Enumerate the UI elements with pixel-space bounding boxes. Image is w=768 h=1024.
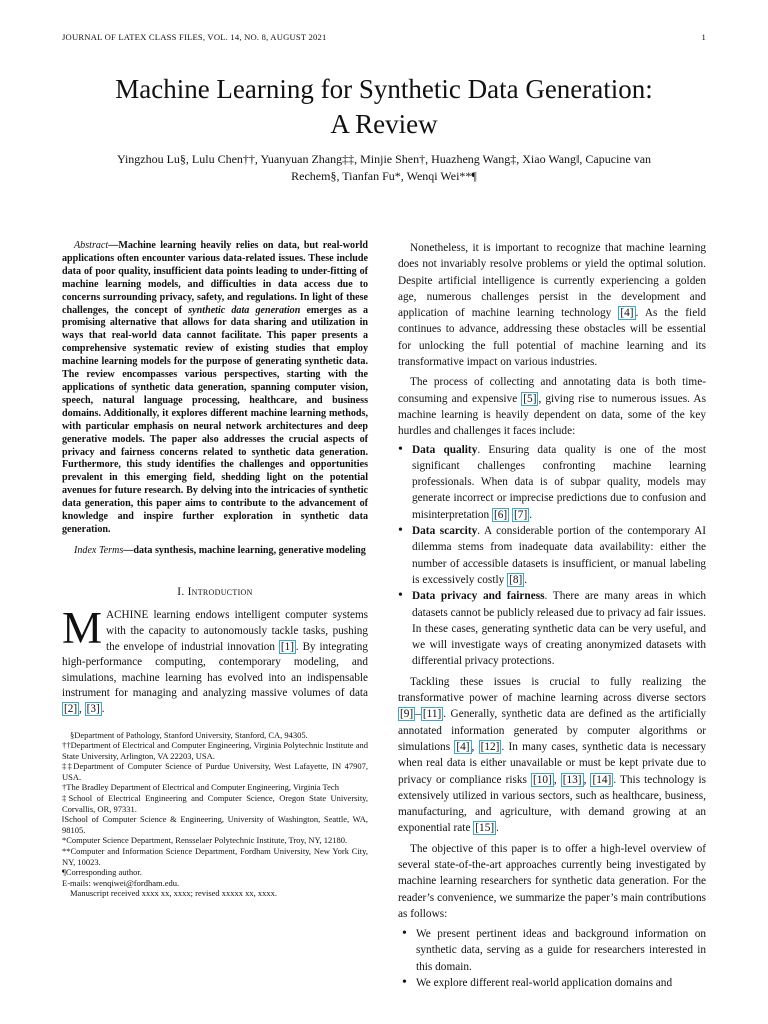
citation-link[interactable]: [3] (86, 702, 100, 715)
paragraph-text: , giving rise to numerous issues. As machine learning is heavily dependent on data, some of the key hurdles and challenges it faces include: (398, 392, 706, 438)
author-list (60, 151, 708, 185)
citation-link[interactable]: [1] (280, 640, 294, 653)
citation-link[interactable]: [12] (480, 740, 500, 753)
citation-link[interactable]: [6] (494, 508, 508, 521)
footnote: †The Bradley Department of Electrical and Computer Engineering, Virginia Tech (62, 782, 339, 793)
paper-title (40, 72, 728, 142)
abstract-dash: — (108, 240, 119, 251)
authors-line-1: Yingzhou Lu§, Lulu Chen††, Yuanyuan Zhang‡‡, Minjie Shen†, Huazheng Wang‡, Xiao Wang‖, Capucine van (116, 152, 652, 166)
page-number: 1 (701, 32, 706, 42)
range-dash: – (415, 708, 421, 721)
footnote: ¶Corresponding author. (62, 867, 142, 878)
authors-line-2: Rechem§, Tianfan Fu*, Wenqi Wei**¶ (291, 169, 477, 183)
citation-link[interactable]: [14] (592, 773, 612, 786)
abstract-term: synthetic data generation (188, 304, 301, 316)
paragraph: The objective of this paper is to offer a high-level overview of several state-of-the-art approaches currently being investigated by machine learning researchers for synthetic data generation. For the reader’s convenience, we summarize the paper’s main contributions as follows: (398, 842, 706, 920)
list-item: • We explore different real-world application domains and (398, 975, 706, 991)
paragraph-text: . Generally, synthetic data are defined as the artificially annotated information generated by computer algorithms or simulations (398, 708, 706, 753)
citation-link[interactable]: [15] (475, 822, 495, 835)
footnotes (62, 730, 368, 900)
paragraph-text: The process of collecting and annotating data is both time-consuming and expensive (398, 376, 706, 405)
period: . (101, 702, 105, 715)
intro-text-2: . By integrating high-performance computing, contemporary modeling, and simulations, machine learning has evolved into an indispensable instrument for managing and analyzing massive volumes of data (62, 640, 368, 700)
title-line-1: Machine Learning for Synthetic Data Generation: (115, 74, 653, 104)
list-item-text: . There are many areas in which datasets cannot be publicly released due to privacy ad fair issues. In these cases, generating synthetic data can be very useful, and we will investigate ways of creating anonymized datasets with differential privacy protections. (412, 590, 707, 668)
citation-link[interactable]: [11] (422, 708, 442, 721)
citation-separator: , (79, 702, 85, 715)
abstract-label: Abstract (74, 240, 109, 251)
footnote: ‡‡Department of Computer Science of Purdue University, West Lafayette, IN 47907, USA. (62, 761, 368, 782)
journal-header: JOURNAL OF LATEX CLASS FILES, VOL. 14, NO. 8, AUGUST 2021 (62, 32, 327, 42)
footnote: **Computer and Information Science Department, Fordham University, New York City, NY, 10023. (62, 846, 368, 867)
citation-link[interactable]: [13] (562, 773, 582, 786)
intro-caps: ACHINE (106, 609, 149, 622)
citation-link[interactable]: [8] (509, 573, 523, 586)
footnote-email: E-mails: wenqiwei@fordham.edu. (62, 877, 180, 888)
list-item-title: Data privacy and fairness (412, 590, 545, 603)
section-number: I. (177, 585, 185, 598)
footnote: ††Department of Electrical and Computer Engineering, Virginia Polytechnic Institute and State University, Arlington, VA 22203, USA. (62, 740, 368, 761)
citation-link[interactable]: [5] (523, 392, 537, 405)
paragraph-text: Tackling these issues is crucial to fully realizing the transformative power of machine learning across diverse sectors (398, 675, 706, 705)
intro-paragraph (62, 603, 369, 717)
left-column (62, 240, 368, 899)
citation-link[interactable]: [7] (514, 508, 528, 521)
list-item (398, 588, 706, 669)
right-column (398, 240, 706, 991)
abstract-part-1: Machine learning heavily relies on data, but real-world applications often encounter various data-related issues. These include data of poor quality, insufficient data points leading to under-fitting of machine learning models, and difficulties in data access due to concerns surrounding privacy, safety, and regulations. In light of these challenges, the concept of (62, 240, 368, 316)
citation-link[interactable]: [2] (64, 702, 78, 715)
paragraph-text: . In many cases, synthetic data is necessary when real data is either unavailable or must be kept private due to privacy or compliance risks (398, 740, 707, 786)
index-terms (62, 545, 368, 558)
footnote: ‡School of Electrical Engineering and Computer Science, Oregon State University, Corvallis, OR, 97331. (62, 793, 368, 814)
contribution-list (398, 926, 706, 991)
paragraph (398, 374, 706, 439)
intro-text-1: learning endows intelligent computer systems with the capacity to autonomously tackle tasks, pushing the envelope of industrial innovation (106, 609, 369, 653)
index-terms-text: —data synthesis, machine learning, generative modeling (123, 544, 366, 556)
list-item: • Data quality. Ensuring data quality is one of the most significant challenges confronting machine learning professionals. When data is of subpar quality, models may generate incorrect or imprecise predictions due to confusion and misinterpretation [6] [7] . (398, 442, 706, 523)
footnote: *Computer Science Department, Rensselaer Polytechnic Institute, Troy, NY, 12180. (62, 835, 348, 846)
challenge-list (398, 442, 706, 670)
drop-cap: M (62, 603, 103, 654)
abstract (62, 240, 368, 537)
citation-link[interactable]: [9] (400, 708, 414, 721)
footnote: ‖School of Computer Science & Engineering, University of Washington, Seattle, WA, 98105. (62, 814, 368, 835)
list-item: • We present pertinent ideas and background information on synthetic data, serving as a guide for researchers interested in this domain. (398, 926, 706, 975)
manuscript-note: Manuscript received xxxx xx, xxxx; revised xxxxx xx, xxxx. (70, 888, 278, 899)
list-item: • Data scarcity. A considerable portion of the contemporary AI dilemma stems from inadequate data availability: either the number of accessible datasets is insufficient, or manual labeling is excessively costly [8] . (398, 523, 706, 588)
title-line-2: A Review (330, 109, 438, 139)
citation-link[interactable]: [4] (456, 740, 470, 753)
list-item-text: . Ensuring data quality is one of the most significant challenges confronting machine learning professionals. When data is of subpar quality, models may generate incorrect or imprecise predictions due to confusion and misinterpretation (412, 443, 706, 521)
list-item-title: Data scarcity (412, 525, 478, 538)
index-terms-label: Index Terms (74, 544, 124, 556)
citation-link[interactable]: [4] (620, 307, 634, 320)
section-heading (62, 585, 368, 601)
section-title: Introduction (187, 585, 253, 598)
paragraph: Tackling these issues is crucial to fully realizing the transformative power of machine learning across diverse sectors [9] – [11] . Generally, synthetic data are defined as the artificially annotated information generated by computer algorithms or simulations [4] , [12] . In many cases, synthetic data is necessary when real data is either unavailable or must be kept private due to privacy or compliance risks [10] , [13] , [14] . This technology is extensively utilized in various sectors, such as healthcare, business, manufacturing, and agriculture, with demand growing at an exponential rate [15] . (398, 675, 707, 835)
list-item-title: Data quality (412, 443, 478, 456)
paragraph-text: Nonetheless, it is important to recognize that machine learning does not invariably resolve problems or yield the optimal solution. Despite artificial intelligence is currently experiencing a golden age, numerous challenges persist in the development and application of machine learning technology (398, 242, 706, 320)
paragraph-text: . As the field continues to advance, addressing these obstacles will be essential for unlocking the full potential of machine learning and its transformative impact on various industries. (398, 307, 706, 369)
paragraph (398, 240, 706, 370)
footnote: §Department of Pathology, Stanford University, Stanford, CA, 94305. (70, 729, 308, 740)
list-item-text: . A considerable portion of the contemporary AI dilemma stems from inadequate data availability: either the number of accessible datasets is insufficient, or manual labeling is excessively costly (412, 525, 706, 586)
abstract-part-2: emerges as a promising alternative that allows for data sharing and utilization in ways that real-world data cannot facilitate. This paper presents a comprehensive systematic review of existing studies that employ machine learning models for the purpose of generating synthetic data. The review encompasses various perspectives, starting with the applications of synthetic data generation, spanning computer vision, speech, natural language processing, healthcare, and business domains. Additionally, it explores different machine learning methods, with particular emphasis on neural network architectures and deep generative models. The paper also addresses the crucial aspects of privacy and fairness concerns related to synthetic data generation. Furthermore, this study identifies the challenges and opportunities prevalent in this emerging field, shedding light on the potential avenues for future research. By delving into the intricacies of synthetic data generation, this paper aims to contribute to the advancement of knowledge and inspire further exploration in synthetic data generation. (62, 304, 368, 535)
citation-link[interactable]: [10] (533, 773, 552, 786)
paragraph-text: . This technology is extensively utilized in various sectors, such as healthcare, business, manufacturing, and agriculture, with demand growing at an exponential rate (398, 773, 706, 835)
